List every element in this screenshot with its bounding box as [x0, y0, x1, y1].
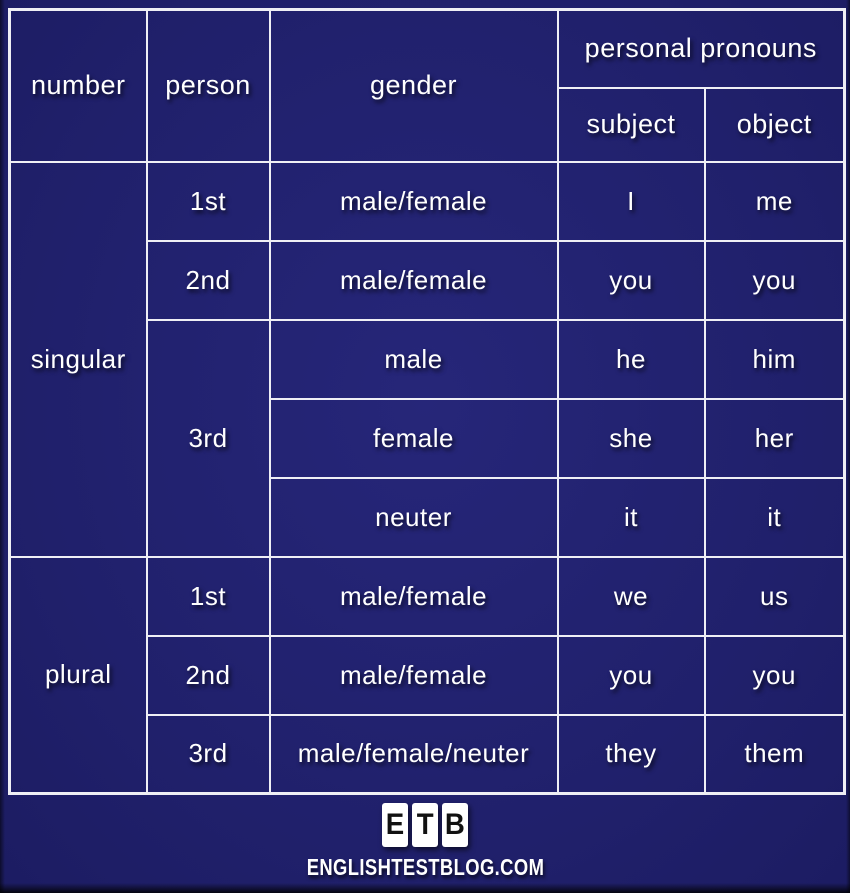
- cell-subject-it: it: [558, 478, 705, 557]
- cell-subject-you-plural: you: [558, 636, 705, 715]
- cell-subject-singular-1st: I: [558, 162, 705, 241]
- header-subject: subject: [558, 88, 705, 162]
- cell-gender-singular-1st: male/female: [270, 162, 558, 241]
- cell-object-you-plural: you: [705, 636, 845, 715]
- left-edge-vignette: [0, 0, 5, 893]
- cell-subject-we: we: [558, 557, 705, 636]
- cell-gender-singular-2nd: male/female: [270, 241, 558, 320]
- cell-person-singular-1st: 1st: [147, 162, 270, 241]
- right-edge-vignette: [846, 0, 850, 893]
- cell-subject-they: they: [558, 715, 705, 794]
- cell-gender-plural-1st: male/female: [270, 557, 558, 636]
- cell-subject-she: she: [558, 399, 705, 478]
- cell-object-singular-1st: me: [705, 162, 845, 241]
- cell-object-him: him: [705, 320, 845, 399]
- cell-person-plural-3rd: 3rd: [147, 715, 270, 794]
- logo-letter-t: T: [416, 807, 434, 841]
- logo-box-t: [412, 803, 438, 847]
- logo-box-e: [382, 803, 408, 847]
- cell-person-singular-2nd: 2nd: [147, 241, 270, 320]
- header-personal-pronouns: personal pronouns: [558, 10, 845, 88]
- cell-subject-he: he: [558, 320, 705, 399]
- site-url-text: ENGLISHTESTBLOG.COM: [306, 853, 544, 880]
- cell-gender-plural-3rd: male/female/neuter: [270, 715, 558, 794]
- logo-box-b: [442, 803, 468, 847]
- cell-person-plural-2nd: 2nd: [147, 636, 270, 715]
- table-row: [10, 557, 845, 636]
- cell-object-her: her: [705, 399, 845, 478]
- cell-gender-singular-3rd-neuter: neuter: [270, 478, 558, 557]
- etb-logo: [382, 803, 468, 847]
- cell-object-us: us: [705, 557, 845, 636]
- cell-gender-singular-3rd-female: female: [270, 399, 558, 478]
- cell-number-singular: singular: [10, 162, 147, 557]
- cell-object-singular-2nd: you: [705, 241, 845, 320]
- header-number: number: [10, 10, 147, 162]
- cell-person-singular-3rd: 3rd: [147, 320, 270, 557]
- personal-pronouns-table: [8, 8, 846, 795]
- header-person: person: [147, 10, 270, 162]
- logo-letter-b: B: [445, 807, 465, 841]
- cell-object-it: it: [705, 478, 845, 557]
- header-object: object: [705, 88, 845, 162]
- header-gender: gender: [270, 10, 558, 162]
- cell-subject-singular-2nd: you: [558, 241, 705, 320]
- cell-number-plural: plural: [10, 557, 147, 794]
- cell-gender-plural-2nd: male/female: [270, 636, 558, 715]
- cell-person-plural-1st: 1st: [147, 557, 270, 636]
- cell-gender-singular-3rd-male: male: [270, 320, 558, 399]
- table-row: [10, 162, 845, 241]
- cell-object-them: them: [705, 715, 845, 794]
- footer: [0, 790, 850, 893]
- logo-letter-e: E: [385, 807, 405, 841]
